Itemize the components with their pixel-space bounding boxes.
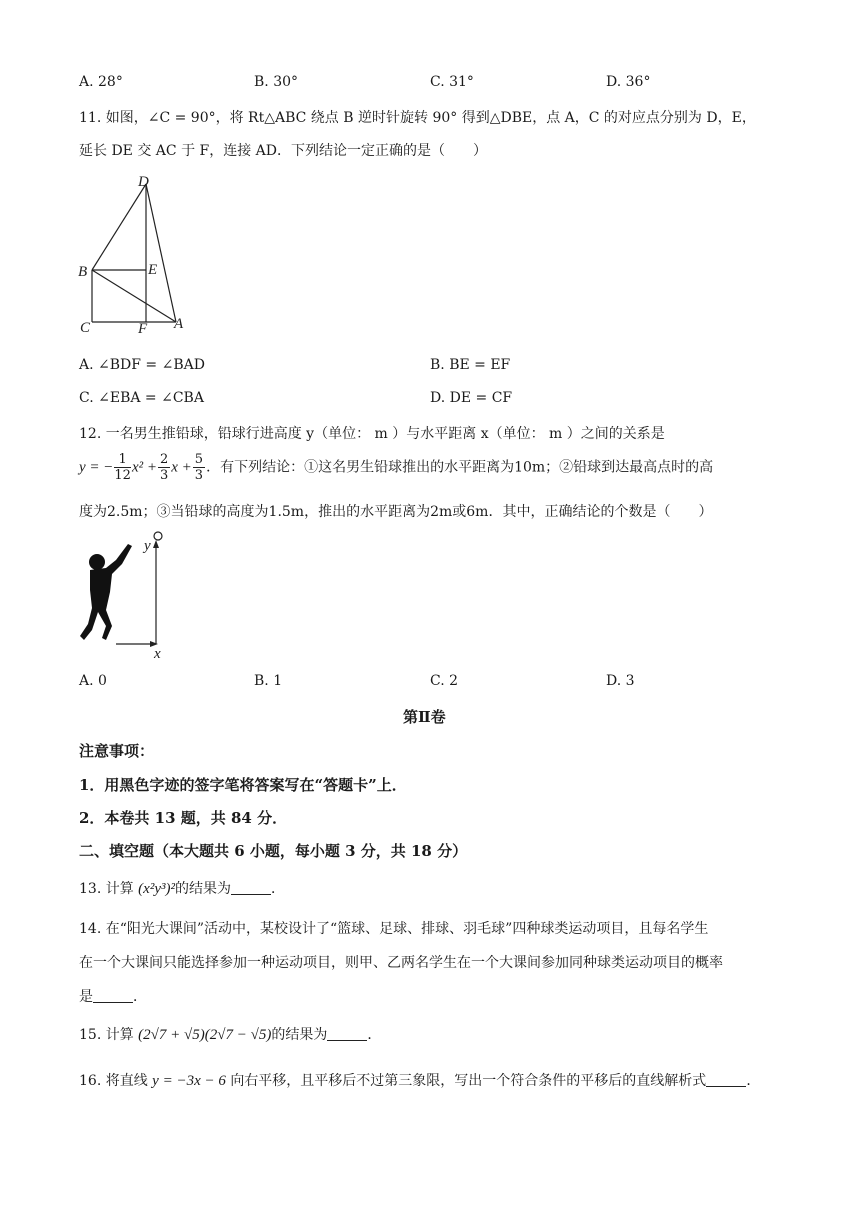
q12-figure xyxy=(76,530,176,660)
q14-stem-line3 xyxy=(79,986,147,1008)
label-c: C xyxy=(80,320,91,336)
q12-stem-line2-rest: ．有下列结论：①这名男生铅球推出的水平距离为10m；②铅球到达最高点时的高 xyxy=(206,459,714,476)
q15-expression: (2√7 + √5)(2√7 − √5) xyxy=(138,1027,272,1043)
q12-eq-mid2: x + xyxy=(171,459,192,476)
q12-stem-line3: 度为2.5m；③当铅球的高度为1.5m，推出的水平距离为2m或6m．其中，正确结论的个数是（ ） xyxy=(79,504,713,520)
notice-heading: 注意事项： xyxy=(79,742,155,760)
q12-eq-prefix: y = − xyxy=(79,459,114,476)
q12-option-b: B. 1 xyxy=(254,673,283,689)
q11-stem-line1: 11. 如图，∠C = 90°，将 Rt△ABC 绕点 B 逆时针旋转 90° 得到△DBE，点 A，C 的对应点分别为 D，E， xyxy=(79,110,756,126)
q13-end: ． xyxy=(270,881,285,897)
shot-ball xyxy=(154,532,162,540)
q15 xyxy=(79,1024,381,1046)
label-e: E xyxy=(148,262,158,278)
q10-option-d: D. 36° xyxy=(606,74,651,90)
q16-end: ． xyxy=(746,1073,761,1089)
notice-item-1: 1．用黑色字迹的签字笔将答案写在“答题卡”上． xyxy=(79,776,407,794)
q16 xyxy=(79,1070,760,1092)
q12-eq-mid1: x² + xyxy=(131,459,157,476)
q14-end: ． xyxy=(133,989,147,1005)
q10-option-b: B. 30° xyxy=(254,74,299,90)
q12-stem-line2 xyxy=(79,452,713,483)
label-b: B xyxy=(78,264,88,280)
q16-suffix: 向右平移，且平移后不过第三象限，写出一个符合条件的平移后的直线解析式 xyxy=(230,1073,707,1089)
q11-option-d: D. DE = CF xyxy=(430,390,513,406)
q15-answer-blank[interactable] xyxy=(327,1026,367,1041)
q13-expression: (x²y³)² xyxy=(138,881,175,897)
notice-item-2: 2．本卷共 13 题，共 84 分． xyxy=(79,809,288,827)
q12-stem-line1: 12. 一名男生推铅球，铅球行进高度 y（单位： m ）与水平距离 x（单位： m ）之间的关系是 xyxy=(79,426,665,442)
q15-end: ． xyxy=(367,1027,382,1043)
q12-frac2 xyxy=(158,452,170,483)
q10-option-a: A. 28° xyxy=(79,74,123,90)
q14-stem-line1: 14. 在“阳光大课间”活动中，某校设计了“篮球、足球、排球、羽毛球”四种球类运动项目，且每名学生 xyxy=(79,921,709,937)
q16-prefix: 16. 将直线 xyxy=(79,1073,148,1089)
part-heading: 二、填空题（本大题共 6 小题，每小题 3 分，共 18 分） xyxy=(79,842,468,860)
q15-suffix: 的结果为 xyxy=(271,1027,328,1043)
shot-putter-silhouette xyxy=(80,544,132,640)
q12-option-a: A. 0 xyxy=(79,673,107,689)
q12-frac2-num: 2 xyxy=(159,452,169,467)
q14-line3-text: 是 xyxy=(79,989,93,1005)
q11-option-a: A. ∠BDF = ∠BAD xyxy=(79,357,205,373)
q12-frac1 xyxy=(114,452,131,483)
q11-stem-line2: 延长 DE 交 AC 于 F，连接 AD．下列结论一定正确的是（ ） xyxy=(79,143,488,159)
section-title: 第Ⅱ卷 xyxy=(403,708,446,726)
q12-frac2-den: 3 xyxy=(159,468,169,483)
q12-option-d: D. 3 xyxy=(606,673,635,689)
q14-stem-line2: 在一个大课间只能选择参加一种运动项目，则甲、乙两名学生在一个大课间参加同种球类运动项目的概率 xyxy=(79,955,723,971)
q14-answer-blank[interactable] xyxy=(93,988,133,1003)
q15-prefix: 15. 计算 xyxy=(79,1027,134,1043)
q11-figure xyxy=(70,170,200,340)
label-d: D xyxy=(138,174,149,190)
q11-option-b: B. BE = EF xyxy=(430,357,511,373)
q16-expression: y = −3x − 6 xyxy=(152,1073,226,1089)
q12-frac3-num: 5 xyxy=(194,452,204,467)
q13-prefix: 13. 计算 xyxy=(79,881,134,897)
q13-answer-blank[interactable] xyxy=(231,880,271,895)
q16-answer-blank[interactable] xyxy=(706,1072,746,1087)
q12-option-c: C. 2 xyxy=(430,673,459,689)
q13 xyxy=(79,878,285,900)
q13-suffix: 的结果为 xyxy=(174,881,231,897)
label-f: F xyxy=(138,321,148,337)
axis-x-label: x xyxy=(154,646,161,660)
q12-frac1-num: 1 xyxy=(114,452,131,468)
axis-y-label: y xyxy=(144,538,151,554)
q10-option-c: C. 31° xyxy=(430,74,474,90)
label-a: A xyxy=(174,316,184,332)
q12-frac1-den: 12 xyxy=(114,468,131,483)
q12-frac3-den: 3 xyxy=(194,468,204,483)
q11-option-c: C. ∠EBA = ∠CBA xyxy=(79,390,204,406)
q12-frac3 xyxy=(193,452,205,483)
